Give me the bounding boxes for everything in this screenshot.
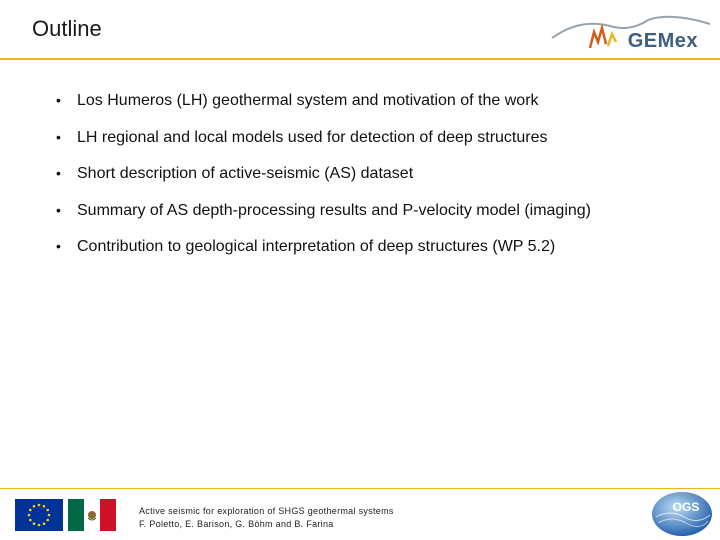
- list-item: [56, 165, 591, 202]
- footer-caption: [139, 505, 394, 531]
- outline-list: [56, 92, 591, 275]
- footer-line-1: Active seismic for exploration of SHGS geothermal systems: [139, 506, 394, 516]
- list-item-text: Summary of AS depth-processing results and P-velocity model (imaging): [77, 201, 591, 219]
- bullet-icon: •: [56, 201, 61, 218]
- list-item-text: Contribution to geological interpretation of deep structures (WP 5.2): [77, 238, 556, 255]
- gemex-logo-icon: [550, 8, 712, 54]
- bullet-icon: •: [56, 92, 61, 108]
- list-item-text: Short description of active-seismic (AS) dataset: [77, 165, 414, 182]
- list-item: [56, 202, 591, 239]
- footer-line-2: F. Poletto, E. Barison, G. Böhm and B. Farina: [139, 519, 334, 529]
- list-item: [56, 238, 591, 275]
- footer-divider: [0, 488, 720, 489]
- bullet-icon: •: [56, 238, 61, 254]
- header-divider: [0, 58, 720, 60]
- mexico-flag-icon: [68, 499, 116, 531]
- slide-title: Outline: [32, 16, 102, 41]
- list-item: [56, 129, 591, 166]
- list-item: [56, 92, 591, 129]
- gemex-logo-text: GEMex: [627, 30, 698, 52]
- list-item-text: Los Humeros (LH) geothermal system and motivation of the work: [77, 92, 539, 109]
- list-item-text: LH regional and local models used for detection of deep structures: [77, 128, 548, 146]
- ogs-logo-icon: [650, 491, 714, 537]
- ogs-logo-text: OGS: [672, 500, 700, 514]
- bullet-icon: •: [56, 165, 61, 181]
- bullet-icon: •: [56, 128, 61, 145]
- eu-flag-icon: [15, 499, 63, 531]
